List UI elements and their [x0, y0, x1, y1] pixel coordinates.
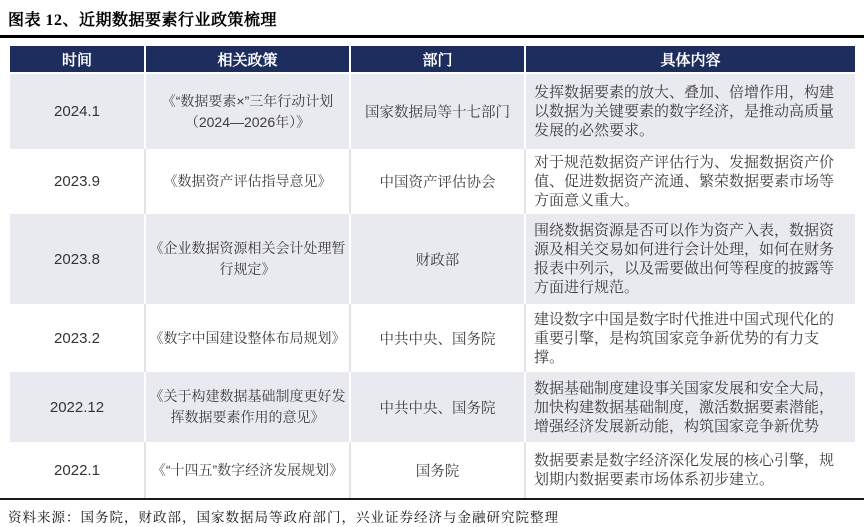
table-row [10, 73, 855, 149]
cell-time: 2022.12 [10, 372, 145, 442]
source-note: 资料来源：国务院，财政部，国家数据局等政府部门，兴业证券经济与金融研究院整理 [8, 510, 559, 525]
cell-department: 财政部 [350, 214, 525, 304]
cell-time: 2023.9 [54, 173, 100, 190]
table-row [10, 372, 855, 442]
cell-policy: 《“数据要素×”三年行动计划（2024—2026年）》 [145, 73, 350, 149]
cell-department: 中国资产评估协会 [350, 149, 525, 214]
policy-table [10, 46, 855, 498]
cell-department: 国家数据局等十七部门 [350, 73, 525, 149]
col-header-policy: 相关政策 [145, 46, 350, 73]
col-header-department: 部门 [350, 46, 525, 73]
cell-department: 国务院 [350, 442, 525, 498]
cell-policy: 《关于构建数据基础制度更好发挥数据要素作用的意见》 [145, 372, 350, 442]
cell-policy: 《企业数据资源相关会计处理暂行规定》 [145, 214, 350, 304]
col-header-content: 具体内容 [525, 46, 855, 73]
cell-time: 2024.1 [10, 73, 145, 149]
table-row [10, 442, 855, 498]
table-row [10, 149, 855, 214]
cell-content: 建设数字中国是数字时代推进中国式现代化的重要引擎，是构筑国家竞争新优势的有力支撑。 [525, 304, 855, 372]
table-row [10, 214, 855, 304]
cell-department: 中共中央、国务院 [350, 304, 525, 372]
figure-title: 图表 12、近期数据要素行业政策梳理 [8, 12, 278, 29]
cell-policy: 《“十四五”数字经济发展规划》 [145, 442, 350, 498]
figure-title-bar [0, 0, 864, 38]
cell-content: 数据基础制度建设事关国家发展和安全大局，加快构建数据基础制度，激活数据要素潜能，增强经济发展新动能，构筑国家竞争新优势 [525, 372, 855, 442]
cell-time: 2023.8 [10, 214, 145, 304]
cell-content: 围绕数据资源是否可以作为资产入表，数据资源及相关交易如何进行会计处理，如何在财务报表中列示，以及需要做出何等程度的披露等方面进行规范。 [525, 214, 855, 304]
cell-time: 2022.1 [54, 461, 100, 479]
col-header-time: 时间 [10, 46, 145, 73]
cell-policy: 《数字中国建设整体布局规划》 [145, 304, 350, 372]
cell-department: 中共中央、国务院 [350, 372, 525, 442]
cell-time: 2023.2 [54, 329, 100, 347]
cell-policy: 《数据资产评估指导意见》 [145, 149, 350, 214]
footer-divider [0, 498, 864, 527]
table-header-row [10, 46, 855, 73]
cell-content: 对于规范数据资产评估行为、发掘数据资产价值、促进数据资产流通、繁荣数据要素市场等方面意义重大。 [525, 149, 855, 214]
cell-content: 数据要素是数字经济深化发展的核心引擎，规划期内数据要素市场体系初步建立。 [525, 442, 855, 498]
cell-content: 发挥数据要素的放大、叠加、倍增作用，构建以数据为关键要素的数字经济，是推动高质量发展的必然要求。 [525, 73, 855, 149]
table-row [10, 304, 855, 372]
